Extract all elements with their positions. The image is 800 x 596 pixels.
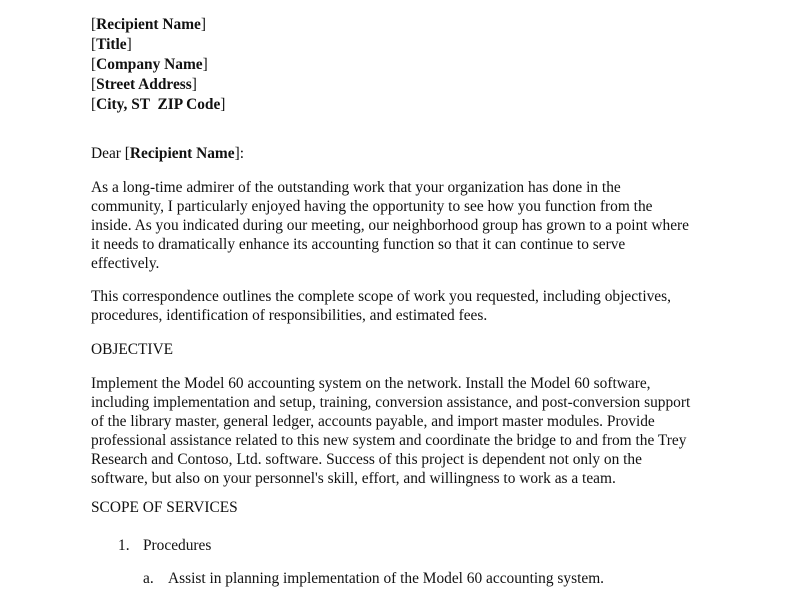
recipient-name-placeholder: Recipient Name [96,16,201,33]
sub-list-letter: a. [143,570,154,587]
intro-paragraph [91,178,731,273]
list-item [118,536,211,555]
paragraph-line: procedures, identification of responsibilities, and estimated fees. [91,307,488,324]
paragraph-line: As a long-time admirer of the outstanding work that your organization has done in the [91,179,621,196]
paragraph-line: inside. As you indicated during our meeting, our neighborhood group has grown to a point where [91,217,689,234]
company-name-line: [Company Name] [91,56,208,73]
paragraph-line: Implement the Model 60 accounting system on the network. Install the Model 60 software, [91,375,651,392]
paragraph-line: including implementation and setup, training, conversion assistance, and post-conversion support [91,394,691,411]
paragraph-line: professional assistance related to this new system and coordinate the bridge to and from the Trey [91,432,687,449]
objective-heading: OBJECTIVE [91,341,174,358]
salutation-recipient-name: Recipient Name [129,145,235,162]
city-state-zip-line: [City, ST ZIP Code] [91,96,226,113]
title-placeholder: Title [96,36,127,53]
paragraph-line: This correspondence outlines the complete scope of work you requested, including objectives, [91,288,671,305]
title-line: [Title] [91,36,132,53]
company-name-placeholder: Company Name [96,56,203,73]
list-number: 1. [118,537,130,554]
salutation-suffix: ]: [234,145,244,162]
paragraph-line: software, but also on your personnel's skill, effort, and willingness to work as a team. [91,470,616,487]
street-address-placeholder: Street Address [96,76,192,93]
street-address-line: [Street Address] [91,76,197,93]
recipient-name-line: [Recipient Name] [91,16,206,33]
list-item-text: Procedures [143,537,212,554]
salutation-prefix: Dear [ [91,145,130,162]
paragraph-line: of the library master, general ledger, accounts payable, and import master modules. Provide [91,413,655,430]
scope-of-services-heading: SCOPE OF SERVICES [91,499,238,516]
sub-list-item-text: Assist in planning implementation of the Model 60 accounting system. [168,570,605,587]
paragraph-line: it needs to dramatically enhance its accounting function so that it can continue to serve [91,236,626,253]
paragraph-line: Research and Contoso, Ltd. software. Success of this project is dependent not only on the [91,451,642,468]
paragraph-line: community, I particularly enjoyed having the opportunity to see how you function from the [91,198,653,215]
paragraph-line: effectively. [91,255,160,272]
sub-list-item [143,569,604,588]
salutation [91,144,731,163]
recipient-address-block [91,15,225,115]
city-state-zip-placeholder: City, ST ZIP Code [96,96,221,113]
objective-paragraph [91,374,731,488]
scope-summary-paragraph [91,287,731,325]
